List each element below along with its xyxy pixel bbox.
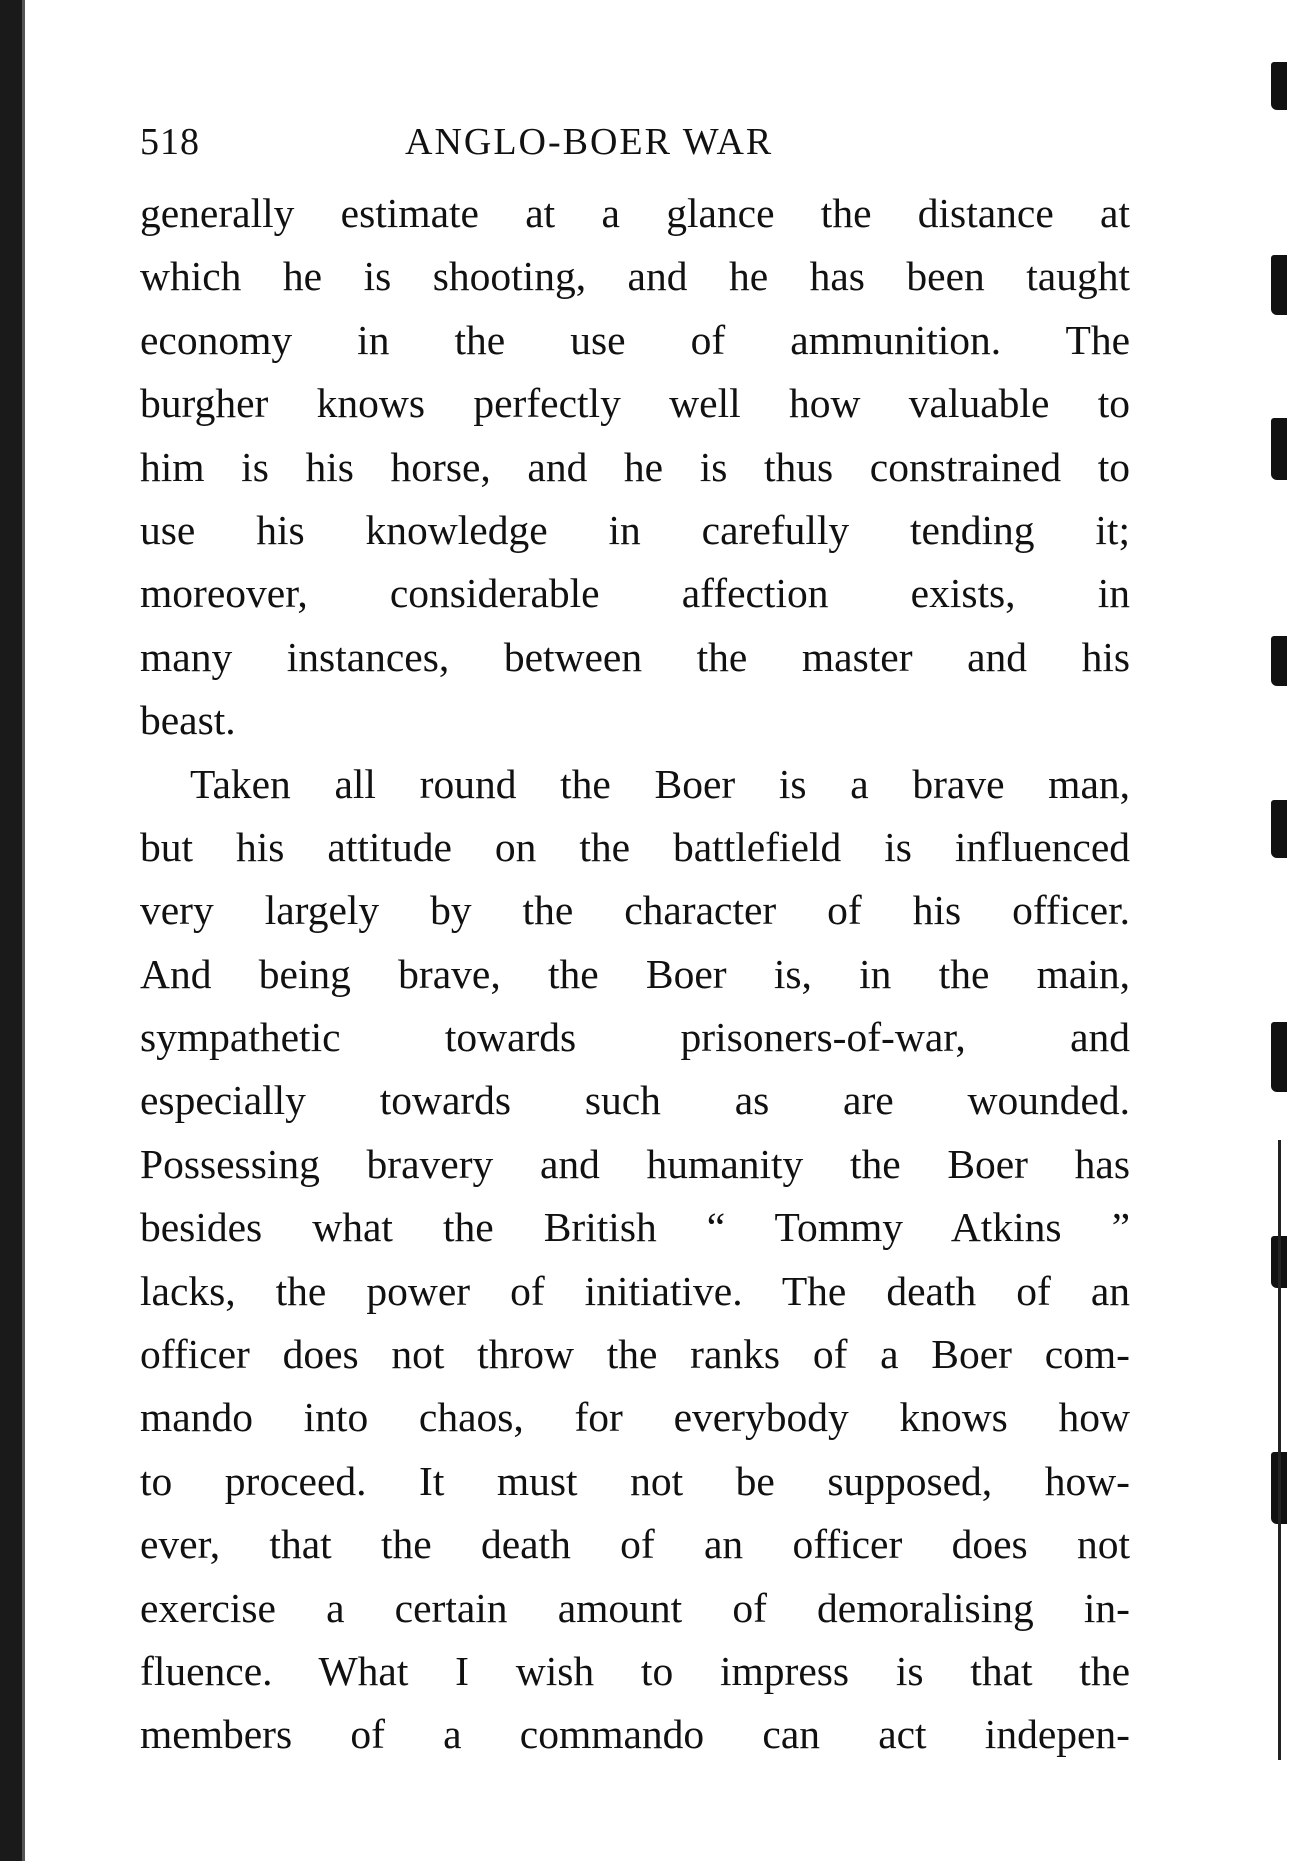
adjacent-page-mark: [1271, 800, 1287, 858]
text-line: mando into chaos, for everybody knows how: [140, 1394, 1130, 1441]
adjacent-page-mark: [1271, 1022, 1287, 1092]
text-line: very largely by the character of his officer.: [140, 887, 1130, 934]
adjacent-page-mark: [1271, 62, 1287, 110]
binding-edge: [0, 0, 22, 1861]
running-head: [140, 118, 1130, 166]
text-line: sympathetic towards prisoners-of-war, and: [140, 1014, 1130, 1061]
text-line: Possessing bravery and humanity the Boer has: [140, 1140, 1130, 1187]
text-line: to proceed. It must not be supposed, how-: [140, 1457, 1130, 1504]
text-line: lacks, the power of initiative. The death of an: [140, 1267, 1130, 1314]
text-line: but his attitude on the battlefield is influenced: [140, 823, 1130, 870]
text-line: Taken all round the Boer is a brave man,: [190, 760, 1130, 807]
paragraph: [140, 182, 1130, 753]
text-line: exercise a certain amount of demoralising in-: [140, 1584, 1130, 1631]
text-line: him is his horse, and he is thus constrained to: [140, 443, 1130, 490]
adjacent-page-edge: [1278, 1140, 1281, 1760]
text-line: generally estimate at a glance the distance at: [140, 190, 1130, 236]
text-line: beast.: [140, 697, 236, 744]
page-number: 518: [140, 121, 200, 163]
adjacent-page-mark: [1271, 636, 1287, 686]
text-line: besides what the British “ Tommy Atkins ”: [140, 1204, 1130, 1251]
text-line: economy in the use of ammunition. The: [140, 316, 1130, 363]
adjacent-page-mark: [1271, 418, 1287, 480]
text-line: members of a commando can act indepen-: [140, 1711, 1130, 1758]
text-line: which he is shooting, and he has been taught: [140, 253, 1130, 300]
text-line: burgher knows perfectly well how valuable to: [140, 380, 1130, 427]
adjacent-page-mark: [1271, 255, 1287, 315]
paragraph: [140, 753, 1130, 1767]
body-text: [140, 182, 1130, 1767]
text-line: use his knowledge in carefully tending it;: [140, 506, 1130, 553]
text-line: many instances, between the master and his: [140, 633, 1130, 680]
text-line: And being brave, the Boer is, in the main,: [140, 950, 1130, 997]
text-line: moreover, considerable affection exists, in: [140, 570, 1130, 617]
binding-shadow: [22, 0, 25, 1861]
text-line: ever, that the death of an officer does not: [140, 1521, 1130, 1568]
text-line: officer does not throw the ranks of a Boer com-: [140, 1331, 1130, 1378]
text-line: fluence. What I wish to impress is that the: [140, 1647, 1130, 1694]
text-line: especially towards such as are wounded.: [140, 1077, 1130, 1124]
running-title: ANGLO-BOER WAR: [405, 121, 774, 163]
